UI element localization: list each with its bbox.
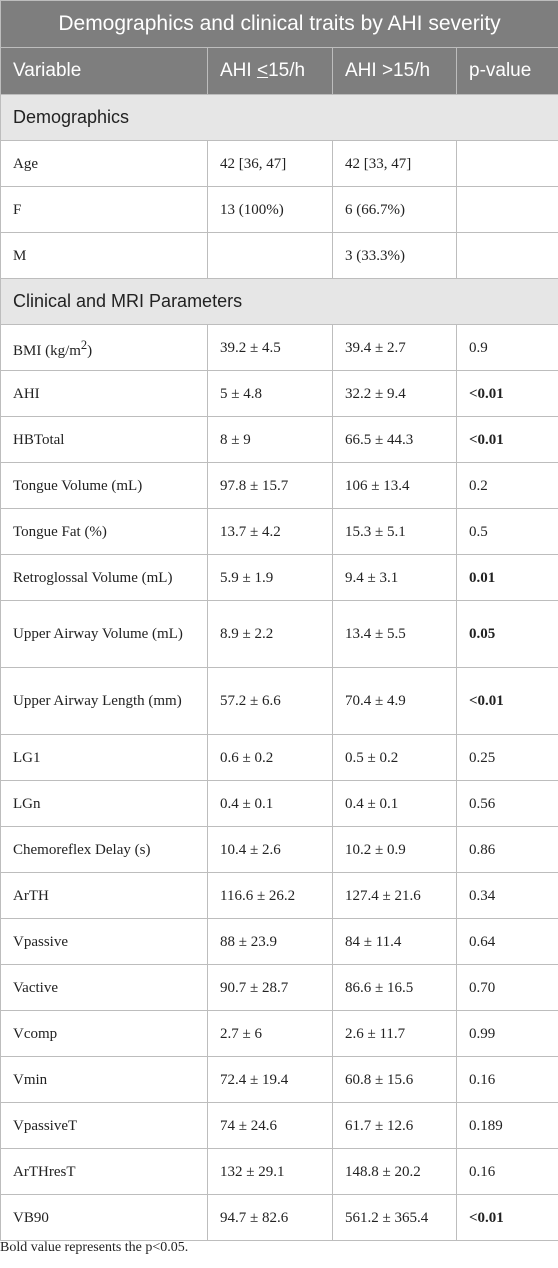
cell-variable: VB90 [1,1195,208,1241]
cell-variable: HBTotal [1,417,208,463]
cell-ahi-low: 88 ± 23.9 [208,919,333,965]
table-row [1,827,558,873]
cell-variable: Upper Airway Length (mm) [1,668,208,735]
cell-pvalue: <0.01 [457,668,558,735]
cell-pvalue: 0.05 [457,601,558,668]
cell-variable: Chemoreflex Delay (s) [1,827,208,873]
table-row [1,1011,558,1057]
cell-pvalue: 0.189 [457,1103,558,1149]
cell-ahi-low: 5.9 ± 1.9 [208,555,333,601]
cell-ahi-high: 70.4 ± 4.9 [333,668,457,735]
table-row [1,187,558,233]
header-ahi-low [208,48,333,95]
cell-variable-tail: ) [87,342,93,359]
cell-ahi-high: 42 [33, 47] [333,141,457,187]
cell-variable-superscript: 2 [80,337,88,352]
cell-ahi-high: 39.4 ± 2.7 [333,325,457,371]
table-row [1,509,558,555]
cell-ahi-low: 0.6 ± 0.2 [208,735,333,781]
table-row [1,919,558,965]
cell-ahi-high: 32.2 ± 9.4 [333,371,457,417]
cell-variable: Age [1,141,208,187]
cell-ahi-low: 13.7 ± 4.2 [208,509,333,555]
table-row [1,463,558,509]
cell-ahi-low: 74 ± 24.6 [208,1103,333,1149]
header-row [1,48,558,95]
table-footnote: Bold value represents the p<0.05. [0,1240,189,1255]
table-row [1,141,558,187]
cell-ahi-low: 42 [36, 47] [208,141,333,187]
section-row-demographics [1,95,558,141]
cell-pvalue: 0.34 [457,873,558,919]
cell-ahi-high: 2.6 ± 11.7 [333,1011,457,1057]
cell-variable: Upper Airway Volume (mL) [1,601,208,668]
cell-variable: Retroglossal Volume (mL) [1,555,208,601]
cell-variable: LGn [1,781,208,827]
cell-pvalue: 0.70 [457,965,558,1011]
cell-pvalue: <0.01 [457,371,558,417]
cell-ahi-high: 148.8 ± 20.2 [333,1149,457,1195]
header-ahi-low-prefix: AHI [220,60,257,81]
cell-ahi-high: 86.6 ± 16.5 [333,965,457,1011]
table-row [1,233,558,279]
section-label: Demographics [1,95,558,141]
table-row [1,1103,558,1149]
cell-ahi-high: 61.7 ± 12.6 [333,1103,457,1149]
header-ahi-low-suffix: 15/h [268,60,306,81]
cell-ahi-high: 127.4 ± 21.6 [333,873,457,919]
cell-ahi-high: 3 (33.3%) [333,233,457,279]
cell-ahi-low: 132 ± 29.1 [208,1149,333,1195]
cell-pvalue [457,233,558,279]
cell-ahi-low: 94.7 ± 82.6 [208,1195,333,1241]
cell-ahi-high: 10.2 ± 0.9 [333,827,457,873]
cell-variable: Vcomp [1,1011,208,1057]
cell-variable: Vpassive [1,919,208,965]
cell-ahi-high: 9.4 ± 3.1 [333,555,457,601]
table-row [1,1057,558,1103]
cell-ahi-high: 15.3 ± 5.1 [333,509,457,555]
cell-pvalue: 0.2 [457,463,558,509]
table-title-row [1,1,558,48]
section-row-clinical [1,279,558,325]
cell-ahi-low: 5 ± 4.8 [208,371,333,417]
cell-ahi-high: 106 ± 13.4 [333,463,457,509]
cell-pvalue: 0.01 [457,555,558,601]
cell-variable: M [1,233,208,279]
cell-pvalue: 0.16 [457,1057,558,1103]
cell-pvalue: <0.01 [457,417,558,463]
table-title: Demographics and clinical traits by AHI severity [1,1,558,48]
header-ahi-low-symbol: < [256,60,269,81]
header-pvalue: p-value [457,48,558,95]
header-ahi-high: AHI >15/h [333,48,457,95]
cell-ahi-low: 90.7 ± 28.7 [208,965,333,1011]
cell-pvalue: 0.56 [457,781,558,827]
cell-ahi-low: 8 ± 9 [208,417,333,463]
table-row [1,1149,558,1195]
cell-ahi-low: 97.8 ± 15.7 [208,463,333,509]
cell-variable: VpassiveT [1,1103,208,1149]
cell-ahi-high: 0.5 ± 0.2 [333,735,457,781]
table-row [1,965,558,1011]
cell-ahi-low: 72.4 ± 19.4 [208,1057,333,1103]
cell-ahi-high: 6 (66.7%) [333,187,457,233]
cell-pvalue: 0.86 [457,827,558,873]
section-label: Clinical and MRI Parameters [1,279,558,325]
table-row [1,781,558,827]
cell-variable: ArTHresT [1,1149,208,1195]
table-row [1,668,558,735]
cell-pvalue: 0.5 [457,509,558,555]
cell-variable: AHI [1,371,208,417]
cell-variable: Vactive [1,965,208,1011]
cell-ahi-high: 561.2 ± 365.4 [333,1195,457,1241]
cell-pvalue: 0.99 [457,1011,558,1057]
cell-pvalue: 0.9 [457,325,558,371]
cell-pvalue: 0.16 [457,1149,558,1195]
cell-pvalue: 0.64 [457,919,558,965]
cell-variable: ArTH [1,873,208,919]
table-row [1,601,558,668]
table-row [1,371,558,417]
cell-ahi-high: 13.4 ± 5.5 [333,601,457,668]
cell-pvalue [457,187,558,233]
cell-ahi-low: 39.2 ± 4.5 [208,325,333,371]
header-variable: Variable [1,48,208,95]
cell-variable: LG1 [1,735,208,781]
cell-ahi-low: 57.2 ± 6.6 [208,668,333,735]
cell-pvalue [457,141,558,187]
cell-ahi-low: 8.9 ± 2.2 [208,601,333,668]
cell-ahi-high: 66.5 ± 44.3 [333,417,457,463]
table-row [1,1195,558,1241]
table-row [1,555,558,601]
cell-ahi-low: 2.7 ± 6 [208,1011,333,1057]
table-row [1,735,558,781]
cell-ahi-high: 0.4 ± 0.1 [333,781,457,827]
cell-variable [1,325,208,371]
cell-pvalue: <0.01 [457,1195,558,1241]
cell-ahi-low: 10.4 ± 2.6 [208,827,333,873]
table-row [1,325,558,371]
cell-variable: Tongue Fat (%) [1,509,208,555]
cell-ahi-high: 84 ± 11.4 [333,919,457,965]
cell-pvalue: 0.25 [457,735,558,781]
cell-variable-text: BMI (kg/m [13,342,81,359]
cell-variable: Vmin [1,1057,208,1103]
cell-ahi-low: 116.6 ± 26.2 [208,873,333,919]
cell-ahi-low: 13 (100%) [208,187,333,233]
cell-variable: Tongue Volume (mL) [1,463,208,509]
cell-variable: F [1,187,208,233]
cell-ahi-high: 60.8 ± 15.6 [333,1057,457,1103]
table-row [1,873,558,919]
table-row [1,417,558,463]
cell-ahi-low [208,233,333,279]
cell-ahi-low: 0.4 ± 0.1 [208,781,333,827]
